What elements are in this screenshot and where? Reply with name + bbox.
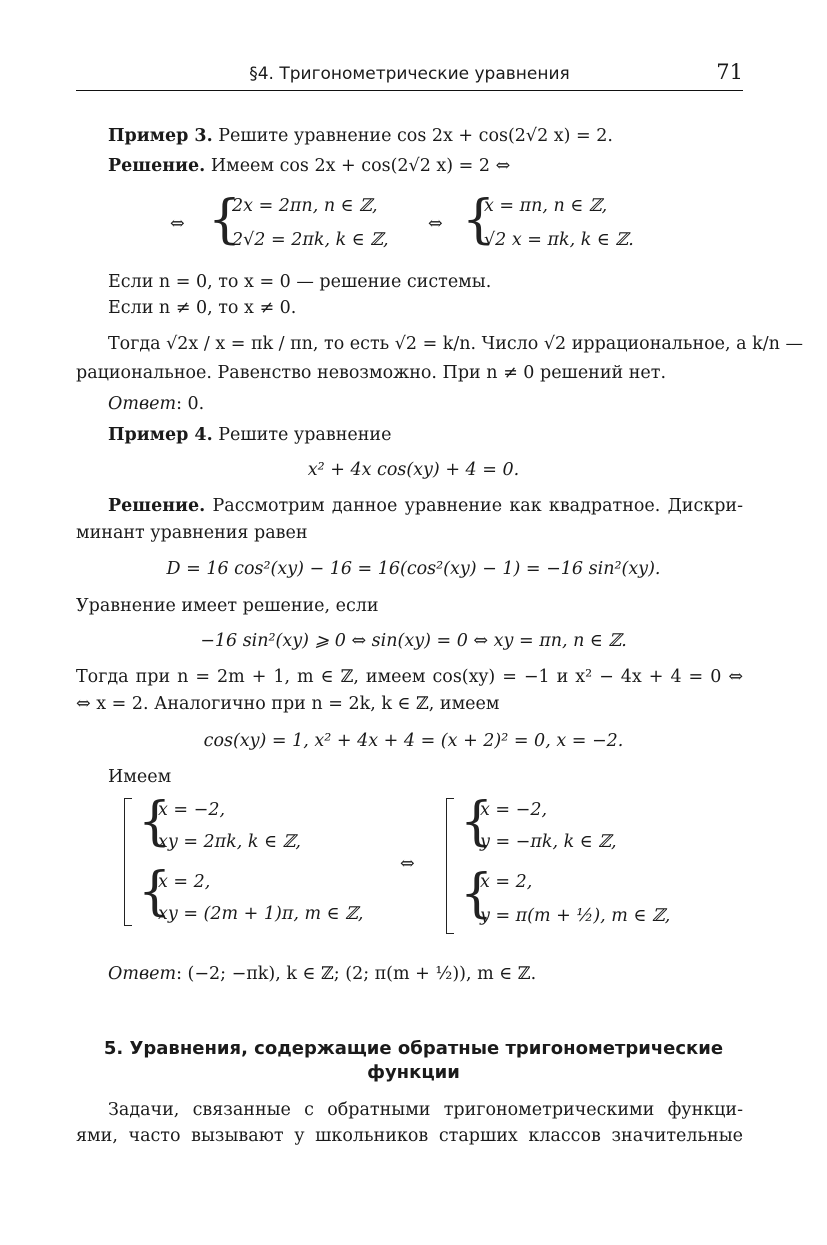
irrational-argument: Тогда √2x / x = πk / πn, то есть √2 = k/n. Число √2 иррациональное, а k/n — — [108, 334, 803, 354]
brace: { — [208, 190, 242, 250]
section-paragraph-line-1: Задачи, связанные с обратными тригонометрическими функци- — [108, 1100, 743, 1120]
brace: { — [460, 792, 494, 852]
solution-line-2: минант уравнения равен — [76, 523, 308, 543]
right-a-row-1: x = −2, — [480, 800, 548, 820]
system-1 — [208, 190, 418, 260]
system-1-row-1: 2x = 2πn, n ∈ ℤ, — [232, 196, 378, 216]
case-odd-line-1: Тогда при n = 2m + 1, m ∈ ℤ, имеем cos(xy) = −1 и x² − 4x + 4 = 0 ⇔ — [76, 667, 743, 687]
have-text: Имеем — [108, 767, 172, 787]
example-4-answer — [108, 962, 536, 986]
square-bracket-right — [446, 798, 454, 934]
answer-label: Ответ — [108, 964, 177, 984]
equiv-sign: ⇔ — [428, 214, 443, 234]
example-3-answer — [108, 392, 204, 416]
condition-formula: −16 sin²(xy) ⩾ 0 ⇔ sin(xy) = 0 ⇔ xy = πn, n ∈ ℤ. — [200, 631, 627, 651]
case-n-zero: Если n = 0, то x = 0 — решение системы. — [108, 272, 492, 292]
section-title-line-1: 5. Уравнения, содержащие обратные тригонометрические — [103, 1038, 724, 1059]
case-n-nonzero: Если n ≠ 0, то x ≠ 0. — [108, 298, 297, 318]
example-4-equation: x² + 4x cos(xy) + 4 = 0. — [307, 460, 520, 480]
example-3-solution-intro — [108, 154, 510, 178]
solution-text: Рассмотрим данное уравнение как квадратное. Дискри- — [212, 496, 743, 516]
left-b-row-1: x = 2, — [158, 872, 211, 892]
solution-line-1 — [108, 494, 743, 518]
condition-text: Уравнение имеет решение, если — [76, 596, 379, 616]
example-3-statement — [108, 124, 613, 148]
equiv-sign: ⇔ — [400, 854, 415, 874]
section-title-line-2: функции — [367, 1062, 460, 1083]
solution-label: Решение. — [108, 156, 206, 176]
left-systems — [138, 792, 398, 926]
example-3-task: Решите уравнение cos 2x + cos(2√2 x) = 2. — [218, 126, 613, 146]
answer-value: : 0. — [176, 394, 205, 414]
discriminant-formula: D = 16 cos²(xy) − 16 = 16(cos²(xy) − 1) = −16 sin²(xy). — [166, 559, 661, 579]
case-even-formula: cos(xy) = 1, x² + 4x + 4 = (x + 2)² = 0, x = −2. — [203, 731, 624, 751]
brace: { — [460, 864, 494, 924]
right-b-row-1: x = 2, — [480, 872, 533, 892]
case-odd-line-2: ⇔ x = 2. Аналогично при n = 2k, k ∈ ℤ, имеем — [76, 694, 500, 714]
left-a-row-1: x = −2, — [158, 800, 226, 820]
system-2 — [462, 190, 682, 260]
example-4-label: Пример 4. — [108, 425, 213, 445]
left-b-row-2: xy = (2m + 1)π, m ∈ ℤ, — [158, 904, 364, 924]
right-b-row-2: y = π(m + ½), m ∈ ℤ, — [480, 906, 671, 926]
example-4-statement — [108, 423, 391, 447]
square-bracket-left — [124, 798, 132, 926]
section-paragraph-line-2: ями, часто вызывают у школьников старших классов значительные — [76, 1126, 743, 1146]
example-3-label: Пример 3. — [108, 126, 213, 146]
system-1-row-2: 2√2 = 2πk, k ∈ ℤ, — [232, 230, 389, 250]
system-2-row-1: x = πn, n ∈ ℤ, — [484, 196, 608, 216]
brace: { — [462, 190, 496, 250]
answer-label: Ответ — [108, 394, 177, 414]
solution-text: Имеем cos 2x + cos(2√2 x) = 2 ⇔ — [210, 156, 511, 176]
brace: { — [138, 862, 172, 922]
answer-value: : (−2; −πk), k ∈ ℤ; (2; π(m + ½)), m ∈ ℤ. — [176, 964, 537, 984]
system-2-row-2: √2 x = πk, k ∈ ℤ. — [484, 230, 634, 250]
right-systems — [460, 792, 720, 936]
brace: { — [138, 792, 172, 852]
header-title: §4. Тригонометрические уравнения — [249, 64, 570, 84]
irrational-conclusion: рациональное. Равенство невозможно. При n ≠ 0 решений нет. — [76, 363, 667, 383]
solution-label: Решение. — [108, 496, 206, 516]
equiv-sign: ⇔ — [170, 214, 185, 234]
running-header — [76, 60, 743, 91]
example-4-task: Решите уравнение — [218, 425, 392, 445]
right-a-row-2: y = −πk, k ∈ ℤ, — [480, 832, 617, 852]
left-a-row-2: xy = 2πk, k ∈ ℤ, — [158, 832, 301, 852]
page-number: 71 — [716, 60, 743, 84]
